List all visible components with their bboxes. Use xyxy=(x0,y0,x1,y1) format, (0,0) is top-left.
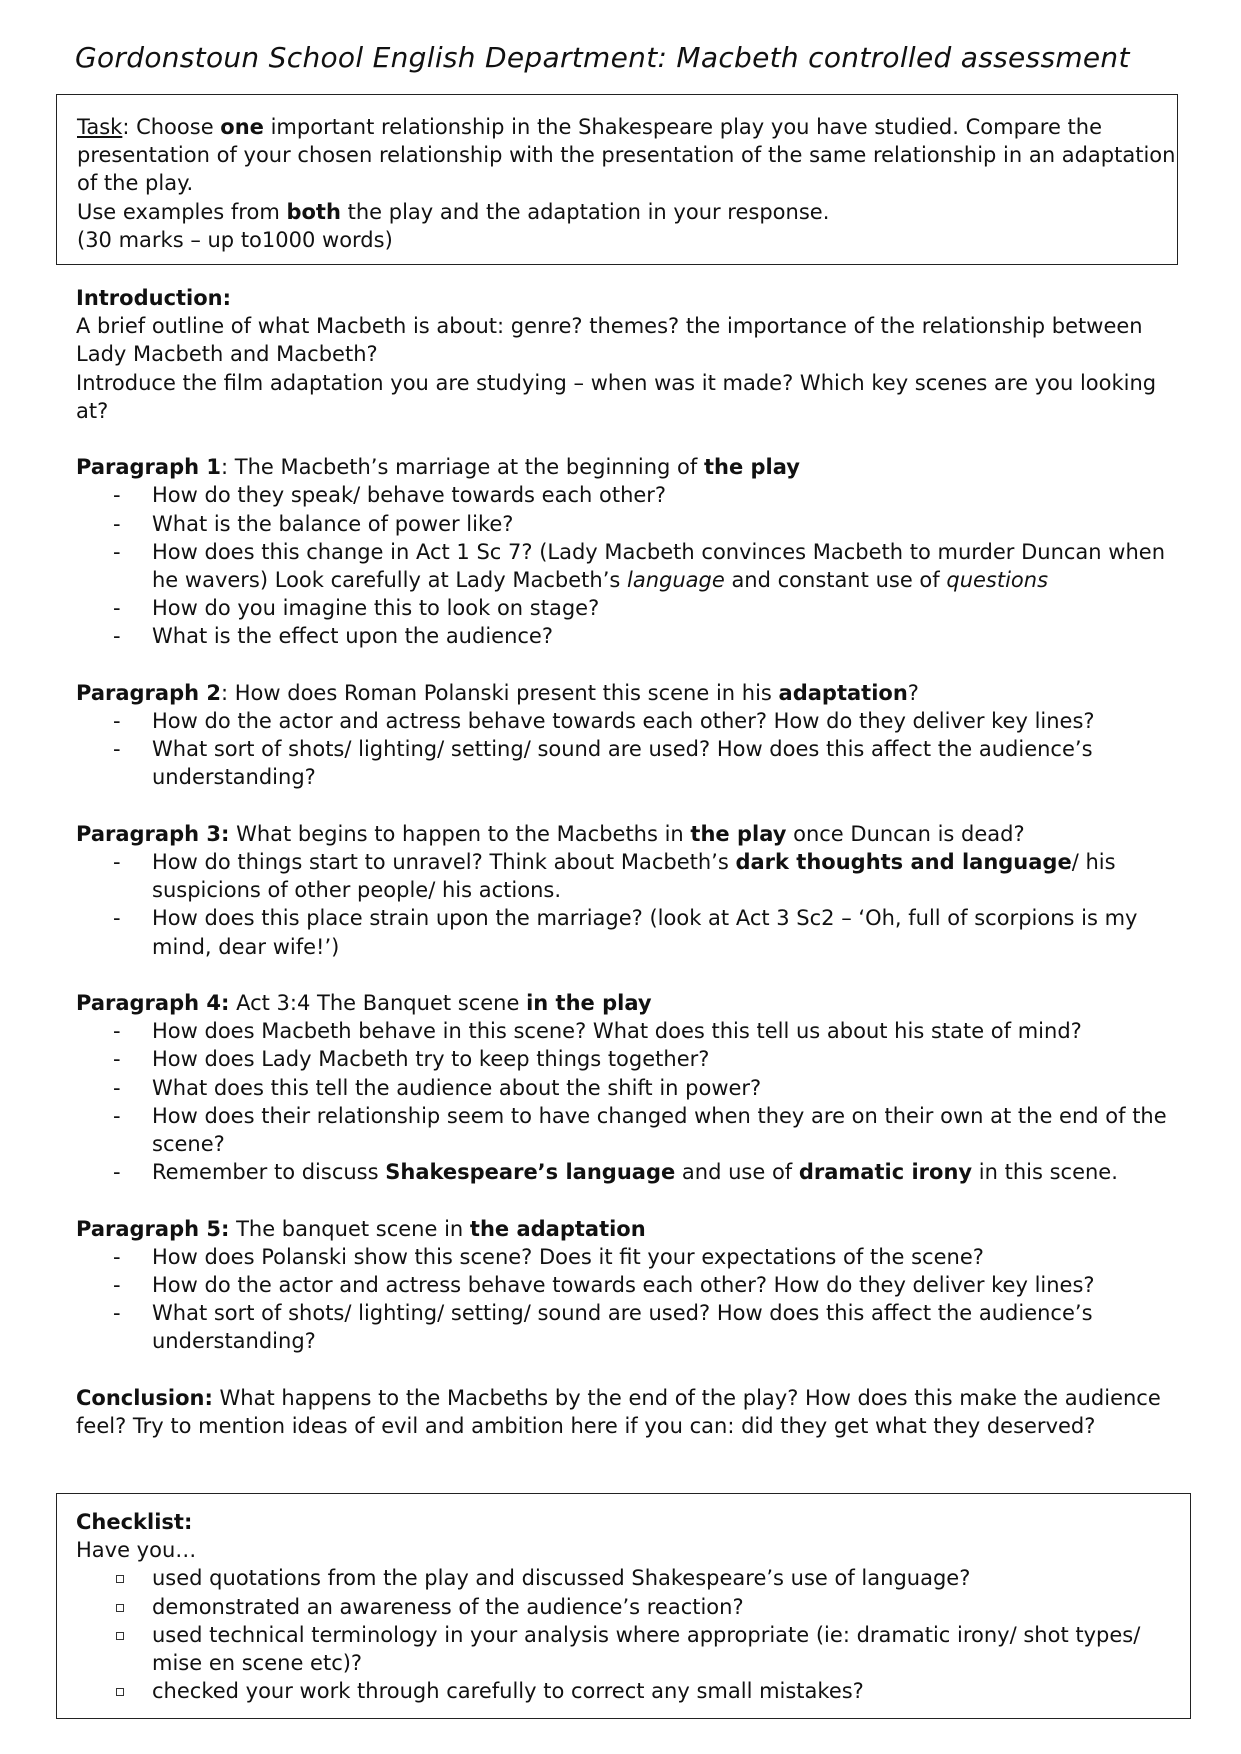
list-item: - What is the balance of power like? xyxy=(76,510,1186,538)
list-item xyxy=(76,848,1186,904)
list-item-italic: language xyxy=(626,568,725,593)
conclusion-text xyxy=(76,1384,1186,1440)
task-text-part: the play and the adaptation in your response. xyxy=(340,199,830,224)
paragraph-4-section xyxy=(76,989,1186,1186)
list-item-text: Remember to discuss xyxy=(152,1160,386,1185)
introduction-heading: Introduction: xyxy=(76,286,232,310)
conclusion-body: What happens to the Macbeths by the end of the play? How does this make the audience feel? Try to mention ideas of evil and ambition here if you can: did they get what they deserved? xyxy=(76,1385,1161,1439)
paragraph-5-section xyxy=(76,1215,1186,1356)
paragraph-1-intro-text: : The Macbeth’s marriage at the beginning of xyxy=(221,455,704,480)
list-item: - What sort of shots/ lighting/ setting/ sound are used? How does this affect the audience’s understanding? xyxy=(76,1299,1186,1355)
list-item: - What sort of shots/ lighting/ setting/ sound are used? How does this affect the audience’s understanding? xyxy=(76,735,1186,791)
paragraph-3-section xyxy=(76,820,1186,961)
document-title: Gordonstoun School English Department: Macbeth controlled assessment xyxy=(75,41,1130,74)
checklist-item-text: used technical terminology in your analysis where appropriate (ie: dramatic irony/ shot types/ mise en scene etc)? xyxy=(152,1622,1141,1676)
paragraph-2-section xyxy=(76,679,1186,792)
checklist-heading: Checklist: xyxy=(76,1510,193,1534)
checklist-box xyxy=(56,1493,1191,1719)
paragraph-3-intro xyxy=(76,820,1186,848)
list-item xyxy=(76,1158,1186,1186)
list-item: - How does this place strain upon the marriage? (look at Act 3 Sc2 – ‘Oh, full of scorpions is my mind, dear wife!’) xyxy=(76,904,1186,960)
paragraph-2-heading: Paragraph 2 xyxy=(76,680,221,705)
task-text-part: Use examples from xyxy=(77,199,287,224)
checklist-item xyxy=(76,1564,1190,1592)
paragraph-3-list xyxy=(76,848,1186,961)
paragraph-4-heading: Paragraph 4: xyxy=(76,991,230,1016)
paragraph-1-intro xyxy=(76,453,1186,481)
paragraph-1-heading: Paragraph 1 xyxy=(76,455,221,480)
paragraph-2-intro-end: ? xyxy=(907,680,919,705)
list-item: - How do you imagine this to look on stage? xyxy=(76,594,1186,622)
introduction-section xyxy=(76,284,1186,425)
list-item-text: / his suspicions of other people/ his actions. xyxy=(152,850,1116,903)
task-label: Task xyxy=(77,115,123,139)
list-item: - How do the actor and actress behave towards each other? How do they deliver key lines? xyxy=(76,707,1186,735)
list-item-bold: dark thoughts and language xyxy=(735,850,1072,875)
paragraph-2-list xyxy=(76,707,1186,792)
essay-plan xyxy=(76,284,1186,1468)
paragraph-1-intro-bold: the play xyxy=(703,455,800,480)
list-item: - What is the effect upon the audience? xyxy=(76,622,1186,650)
task-emphasis-one: one xyxy=(220,115,264,139)
paragraph-4-list xyxy=(76,1017,1186,1186)
paragraph-4-intro-bold: in the play xyxy=(526,991,652,1016)
list-item-text: How do things start to unravel? Think about Macbeth’s xyxy=(152,850,736,875)
list-item-text: and constant use of xyxy=(724,568,947,593)
conclusion-heading: Conclusion: xyxy=(76,1385,213,1410)
conclusion-section xyxy=(76,1384,1186,1440)
checklist-item xyxy=(76,1677,1190,1705)
checklist-item-text: used quotations from the play and discussed Shakespeare’s use of language? xyxy=(152,1566,971,1591)
paragraph-3-intro-text: What begins to happen to the Macbeths in xyxy=(229,821,691,846)
paragraph-3-heading: Paragraph 3: xyxy=(76,821,230,846)
paragraph-5-list xyxy=(76,1243,1186,1356)
checkbox-square-icon xyxy=(116,1604,124,1612)
task-instruction xyxy=(77,198,1177,226)
checklist-item xyxy=(76,1621,1190,1677)
paragraph-2-intro-text: : How does Roman Polanski present this scene in his xyxy=(221,680,779,705)
task-text-part: : Choose xyxy=(122,115,221,139)
list-item-bold: dramatic irony xyxy=(798,1160,973,1185)
checkbox-square-icon xyxy=(116,1575,124,1583)
paragraph-2-intro xyxy=(76,679,1186,707)
list-item-text: How does this change in Act 1 Sc 7? (Lady Macbeth convinces Macbeth to murder Duncan when he wavers) Look carefully at Lady Macbeth’s xyxy=(152,539,1166,593)
checklist-lead: Have you… xyxy=(76,1538,197,1563)
list-item-text: and use of xyxy=(675,1160,799,1185)
list-item: - How does Polanski show this scene? Does it fit your expectations of the scene? xyxy=(76,1243,1186,1271)
list-item xyxy=(76,538,1186,594)
task-text xyxy=(77,113,1177,198)
paragraph-5-intro-text: The banquet scene in xyxy=(229,1216,470,1241)
list-item: - How do the actor and actress behave towards each other? How do they deliver key lines? xyxy=(76,1271,1186,1299)
paragraph-5-intro xyxy=(76,1215,1186,1243)
checkbox-square-icon xyxy=(116,1632,124,1640)
list-item: - How does Lady Macbeth try to keep things together? xyxy=(76,1045,1186,1073)
list-item: - How do they speak/ behave towards each other? xyxy=(76,481,1186,509)
introduction-text-1: A brief outline of what Macbeth is about: genre? themes? the importance of the relationship between Lady Macbeth and Macbeth? xyxy=(76,314,1143,367)
list-item-text: in this scene. xyxy=(972,1160,1118,1185)
checklist-item xyxy=(76,1593,1190,1621)
paragraph-5-intro-bold: the adaptation xyxy=(469,1216,646,1241)
paragraph-4-intro-text: Act 3:4 The Banquet scene xyxy=(229,991,527,1016)
checklist-item-text: demonstrated an awareness of the audience’s reaction? xyxy=(152,1594,744,1619)
paragraph-5-heading: Paragraph 5: xyxy=(76,1216,230,1241)
task-emphasis-both: both xyxy=(286,199,341,224)
paragraph-3-intro-end: once Duncan is dead? xyxy=(786,821,1025,846)
list-item-bold: Shakespeare’s language xyxy=(385,1160,676,1185)
paragraph-2-intro-bold: adaptation xyxy=(778,680,908,705)
task-marks: (30 marks – up to1000 words) xyxy=(77,227,393,252)
task-box xyxy=(56,94,1178,265)
checklist-list xyxy=(76,1564,1190,1705)
list-item: - How does Macbeth behave in this scene? What does this tell us about his state of mind? xyxy=(76,1017,1186,1045)
task-text-part: important relationship in the Shakespeare play you have studied. Compare the presentation of your chosen relationship with the presentation of the same relationship in an adaptation of the play. xyxy=(77,115,1176,196)
introduction-text-2: Introduce the film adaptation you are studying – when was it made? Which key scenes are you looking at? xyxy=(76,370,1157,423)
checkbox-square-icon xyxy=(116,1688,124,1696)
list-item-italic: questions xyxy=(946,568,1049,593)
paragraph-1-section xyxy=(76,453,1186,650)
list-item: - How does their relationship seem to have changed when they are on their own at the end of the scene? xyxy=(76,1102,1186,1158)
list-item: - What does this tell the audience about the shift in power? xyxy=(76,1074,1186,1102)
paragraph-4-intro xyxy=(76,989,1186,1017)
paragraph-3-intro-bold: the play xyxy=(690,821,787,846)
checklist-item-text: checked your work through carefully to correct any small mistakes? xyxy=(152,1679,864,1704)
paragraph-1-list xyxy=(76,481,1186,650)
